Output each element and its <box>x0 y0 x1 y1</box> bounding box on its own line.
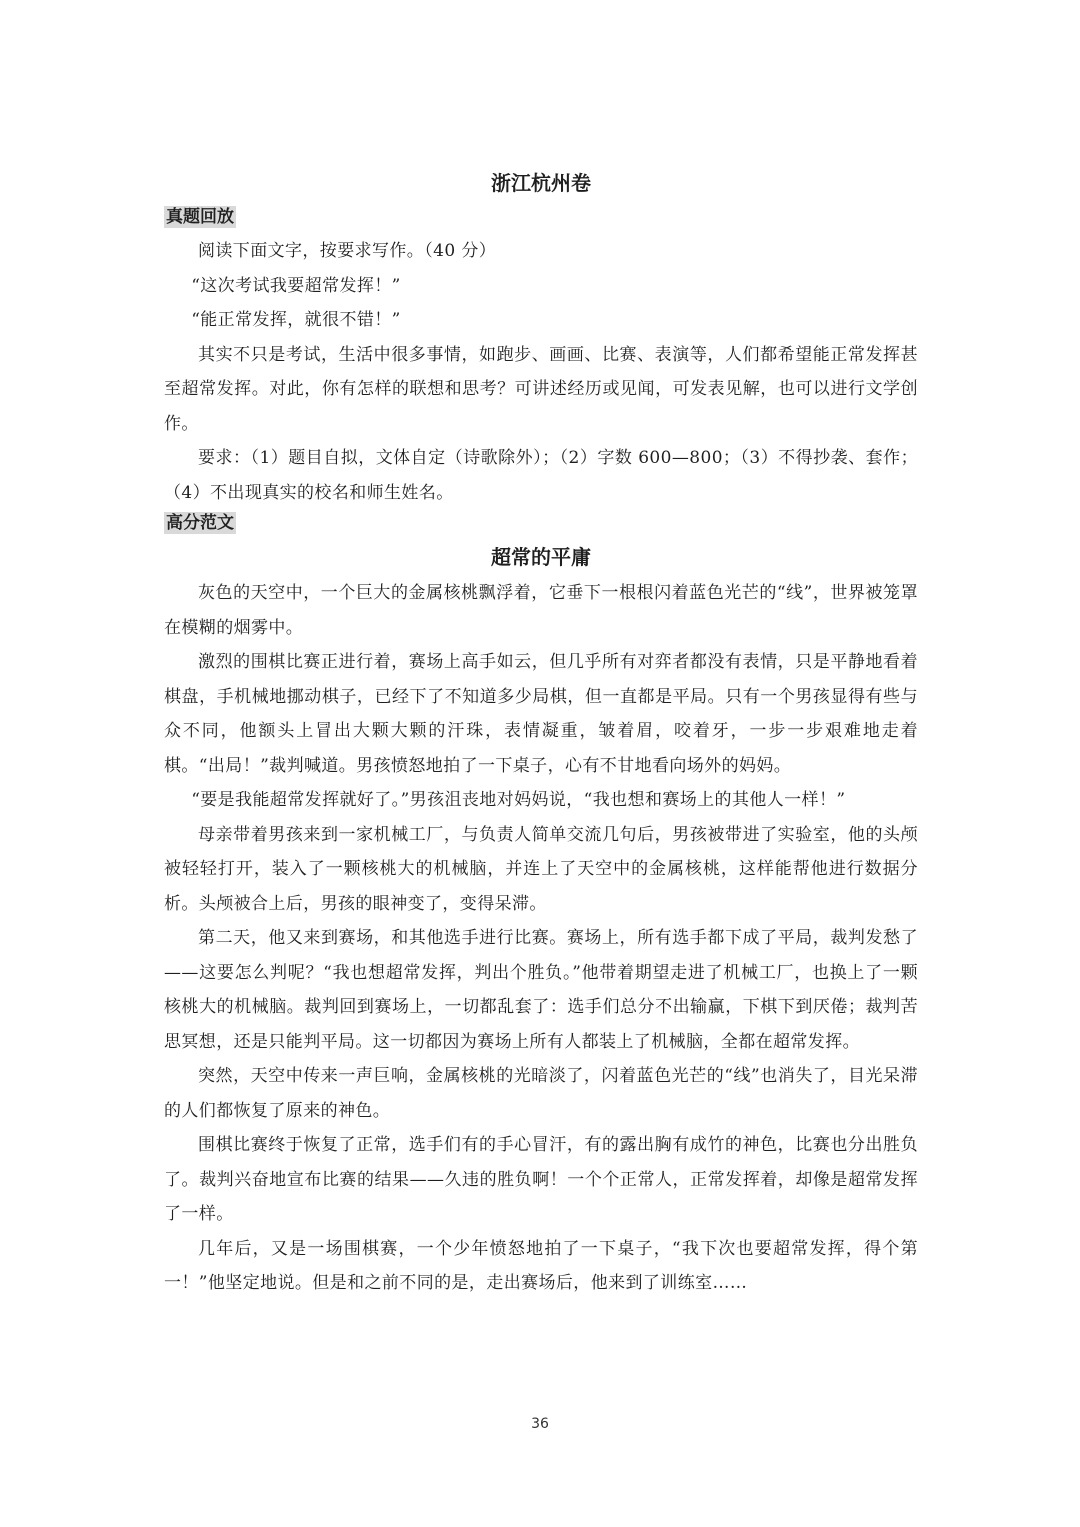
prompt-paragraph: “能正常发挥，就很不错！” <box>191 310 401 330</box>
section-label-real-exam: 真题回放 <box>166 207 234 227</box>
essay-paragraph: 激烈的围棋比赛正进行着，赛场上高手如云，但几乎所有对弈者都没有表情，只是平静地看着棋盘，手机械地挪动棋子，已经下了不知道多少局棋，但一直都是平局。只有一个男孩显得有些与众不同，他额头上冒出大颗大颗的汗珠，表情凝重，皱着眉，咬着牙，一步一步艰难地走着棋。“出局！”裁判喊道。男孩愤怒地拍了一下桌子，心有不甘地看向场外的妈妈。 <box>164 652 918 776</box>
essay-title: 超常的平庸 <box>491 545 591 569</box>
essay-paragraph: 母亲带着男孩来到一家机械工厂，与负责人简单交流几句后，男孩被带进了实验室，他的头颅被轻轻打开，装入了一颗核桃大的机械脑，并连上了天空中的金属核桃，这样能帮他进行数据分析。头颅被合上后，男孩的眼神变了，变得呆滞。 <box>164 824 918 914</box>
essay-paragraph: 第二天，他又来到赛场，和其他选手进行比赛。赛场上，所有选手都下成了平局，裁判发愁了——这要怎么判呢？“我也想超常发挥，判出个胜负。”他带着期望走进了机械工厂，也换上了一颗核桃大的机械脑。裁判回到赛场上，一切都乱套了：选手们总分不出输赢，下棋下到厌倦；裁判苦思冥想，还是只能判平局。这一切都因为赛场上所有人都装上了机械脑，全都在超常发挥。 <box>164 928 918 1052</box>
page-number: 36 <box>531 1416 549 1432</box>
essay-paragraph: “要是我能超常发挥就好了。”男孩沮丧地对妈妈说，“我也想和赛场上的其他人一样！” <box>191 790 846 810</box>
prompt-paragraph: 其实不只是考试，生活中很多事情，如跑步、画画、比赛、表演等，人们都希望能正常发挥甚至超常发挥。对此，你有怎样的联想和思考？可讲述经历或见闻，可发表见解，也可以进行文学创作。 <box>164 344 918 434</box>
document-title: 浙江杭州卷 <box>491 171 591 195</box>
prompt-paragraph: 阅读下面文字，按要求写作。（40 分） <box>198 241 497 261</box>
essay-paragraph: 几年后，又是一场围棋赛，一个少年愤怒地拍了一下桌子，“我下次也要超常发挥，得个第一！”他坚定地说。但是和之前不同的是，走出赛场后，他来到了训练室…… <box>164 1238 918 1293</box>
essay-paragraph: 突然，天空中传来一声巨响，金属核桃的光暗淡了，闪着蓝色光芒的“线”也消失了，目光呆滞的人们都恢复了原来的神色。 <box>164 1066 918 1121</box>
prompt-paragraph: 要求：（1）题目自拟，文体自定（诗歌除外）；（2）字数 600—800；（3）不得抄袭、套作；（4）不出现真实的校名和师生姓名。 <box>164 448 918 503</box>
section-label-model-essay: 高分范文 <box>166 513 234 533</box>
document-page <box>164 168 918 1301</box>
prompt-paragraph: “这次考试我要超常发挥！” <box>191 275 401 296</box>
essay-paragraph: 灰色的天空中，一个巨大的金属核桃飘浮着，它垂下一根根闪着蓝色光芒的“线”，世界被笼罩在模糊的烟雾中。 <box>164 583 918 638</box>
essay-paragraph: 围棋比赛终于恢复了正常，选手们有的手心冒汗，有的露出胸有成竹的神色，比赛也分出胜负了。裁判兴奋地宣布比赛的结果——久违的胜负啊！一个个正常人，正常发挥着，却像是超常发挥了一样。 <box>164 1135 918 1224</box>
